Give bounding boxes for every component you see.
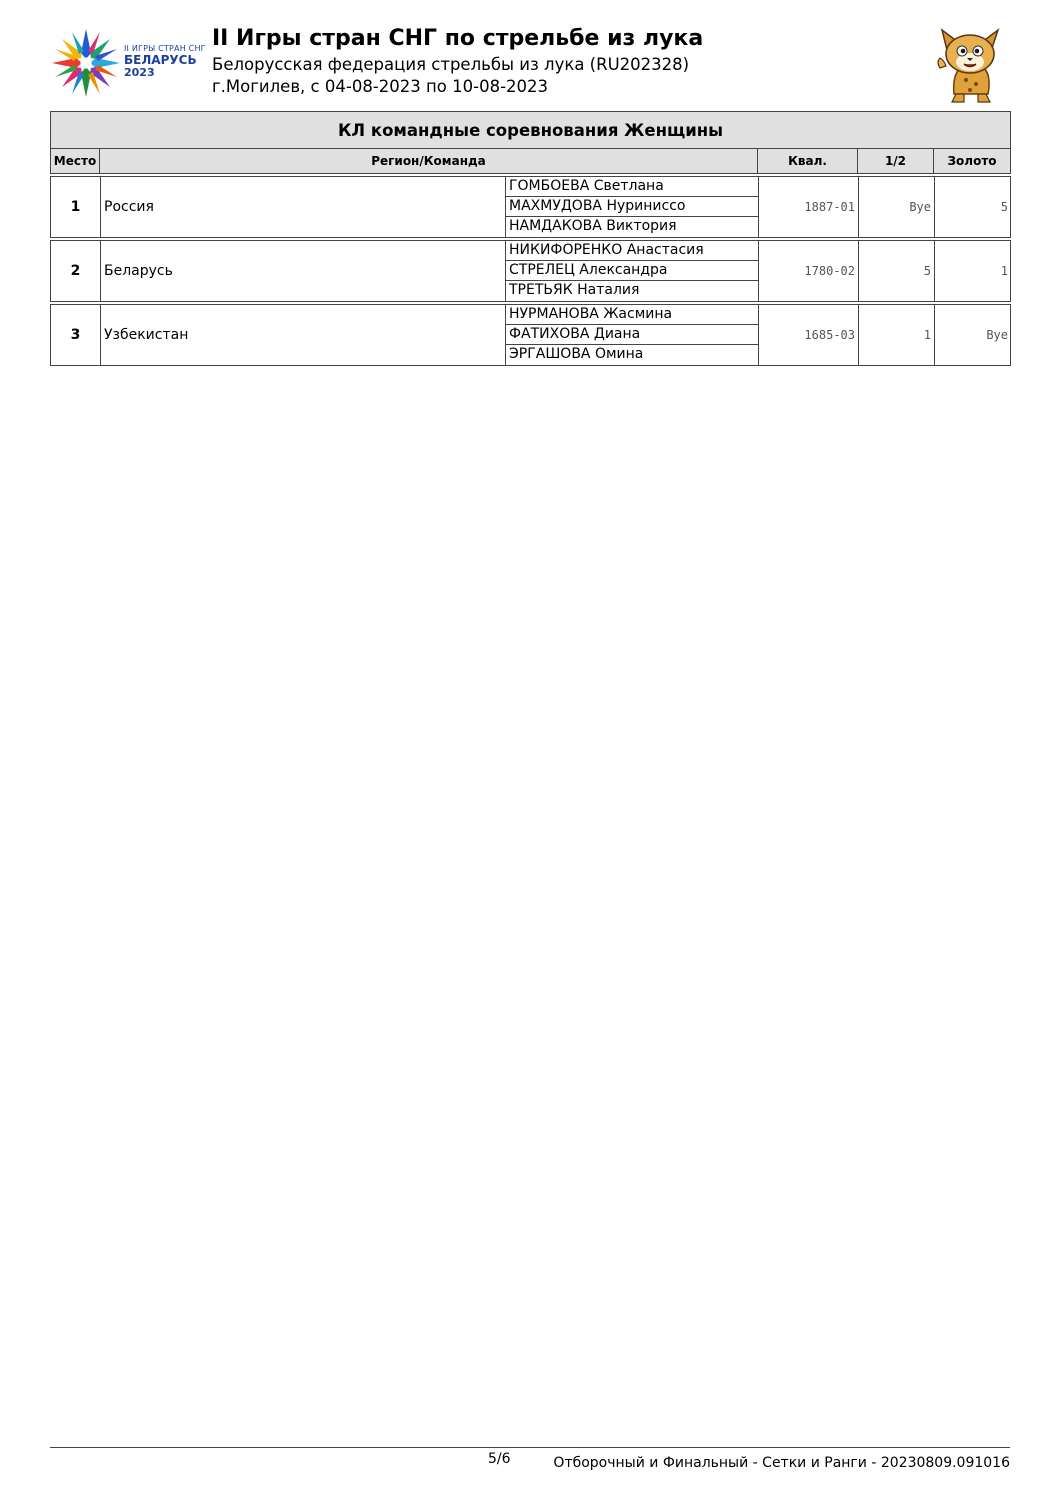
athlete-name: ТРЕТЬЯК Наталия — [509, 282, 640, 298]
results-table — [50, 111, 1011, 366]
team-country: Беларусь — [101, 241, 506, 301]
footer-report-info: Отборочный и Финальный - Сетки и Ранги - 20230809.091016 — [553, 1455, 1010, 1471]
header-titles — [212, 24, 703, 98]
footer-divider — [50, 1447, 1010, 1448]
gold-score: 5 — [1000, 200, 1008, 214]
gold-score: Bye — [986, 328, 1008, 342]
logo-line-3: 2023 — [124, 66, 155, 79]
qual-score: 1887-01 — [759, 177, 859, 237]
athlete-name: НАМДАКОВА Виктория — [509, 218, 677, 234]
team-place: 1 — [51, 177, 101, 237]
athlete-name: ЭРГАШОВА Омина — [509, 346, 644, 362]
athlete-name: ГОМБОЕВА Светлана — [506, 177, 758, 197]
logo-wordmark — [124, 44, 206, 79]
page-title: II Игры стран СНГ по стрельбе из лука — [212, 26, 704, 51]
table-row — [50, 238, 1011, 302]
athlete-name: МАХМУДОВА Нуриниссо — [506, 197, 758, 217]
table-row — [50, 302, 1011, 366]
col-header-team: Регион/Команда — [100, 149, 758, 174]
table-row — [50, 174, 1011, 238]
snowflake-logo-icon — [50, 26, 122, 100]
team-place: 3 — [51, 305, 101, 365]
semifinal-score: Bye — [859, 177, 935, 237]
lynx-mascot-icon — [932, 24, 1008, 104]
team-block — [50, 304, 1011, 366]
qual-score: 1780-02 — [759, 241, 859, 301]
organizer-line: Белорусская федерация стрельбы из лука (RU202328) — [212, 55, 690, 74]
team-country: Россия — [101, 177, 506, 237]
event-title: КЛ командные соревнования Женщины — [50, 111, 1011, 149]
team-country: Узбекистан — [101, 305, 506, 365]
page-number: 5/6 — [488, 1451, 511, 1467]
table-header-row — [50, 149, 1011, 174]
athlete-name: СТРЕЛЕЦ Александра — [506, 261, 758, 281]
gold-score: 1 — [1000, 264, 1008, 278]
location-dates-line: г.Могилев, с 04-08-2023 по 10-08-2023 — [212, 77, 549, 96]
team-members — [506, 305, 759, 365]
page-header — [50, 24, 1010, 108]
qual-score: 1685-03 — [759, 305, 859, 365]
team-members — [506, 241, 759, 301]
athlete-name: ФАТИХОВА Диана — [506, 325, 758, 345]
semifinal-score: 1 — [859, 305, 935, 365]
team-block — [50, 240, 1011, 302]
team-members — [506, 177, 759, 237]
team-place: 2 — [51, 241, 101, 301]
logo-line-1: II ИГРЫ СТРАН СНГ — [124, 44, 206, 53]
games-logo — [50, 26, 210, 100]
athlete-name: НУРМАНОВА Жасмина — [506, 305, 758, 325]
col-header-place: Место — [50, 149, 100, 174]
logo-line-2: БЕЛАРУСЬ — [124, 53, 197, 67]
athlete-name: НИКИФОРЕНКО Анастасия — [506, 241, 758, 261]
table-caption-row — [50, 111, 1011, 149]
col-header-qual: Квал. — [758, 149, 858, 174]
col-header-gold: Золото — [934, 149, 1011, 174]
semifinal-score: 5 — [859, 241, 935, 301]
col-header-semi: 1/2 — [858, 149, 934, 174]
team-block — [50, 176, 1011, 238]
